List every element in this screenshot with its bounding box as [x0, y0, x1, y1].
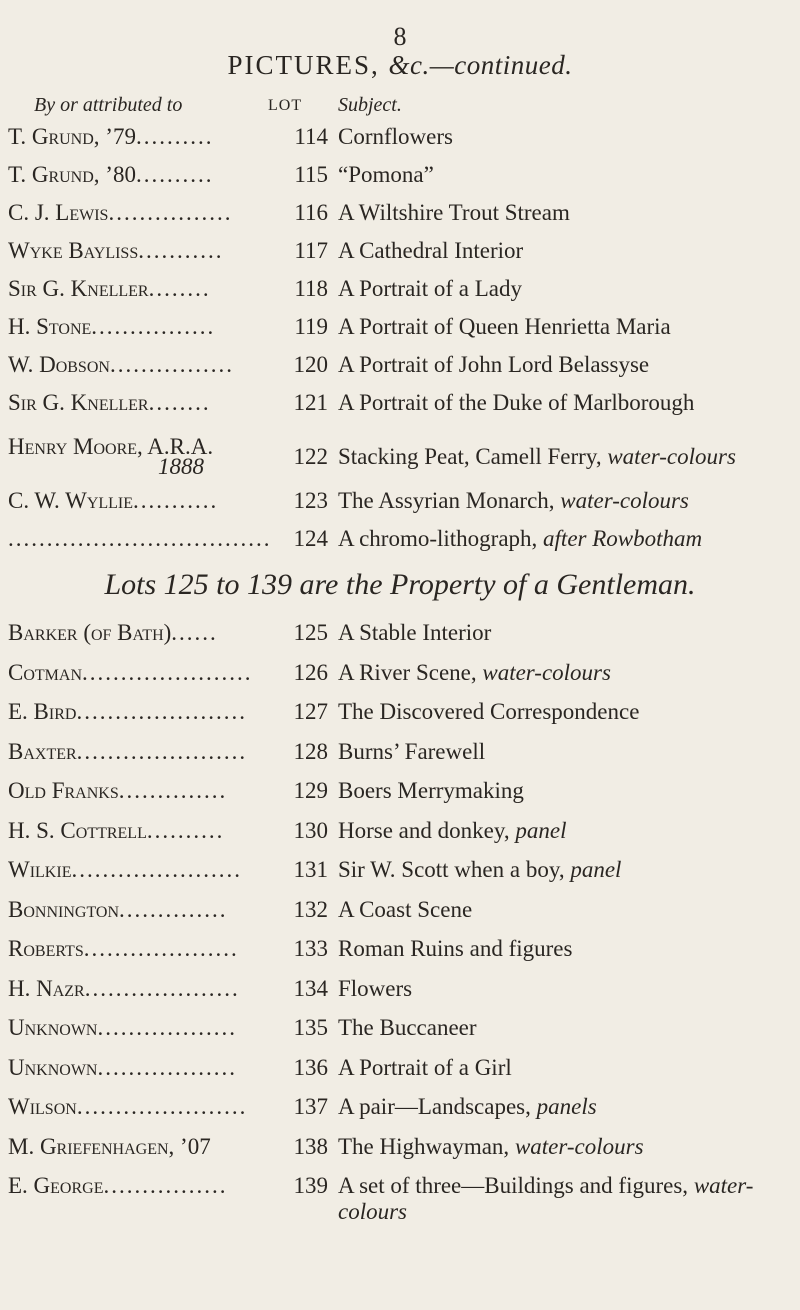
subject: The Buccaneer — [338, 1015, 477, 1040]
subject: A set of three—Buildings and figures, water-colours — [338, 1173, 754, 1224]
subject: The Assyrian Monarch, water-colours — [338, 488, 689, 513]
lot-number: 122 — [276, 444, 328, 470]
artist-name: Baxter — [8, 738, 77, 764]
section-title: Lots 125 to 139 are the Property of a Gentleman. — [104, 568, 696, 601]
artist-name: E. George — [8, 1173, 104, 1198]
lot-number: 130 — [276, 818, 328, 844]
list-item: H. Nazr.................... 134 Flowers — [0, 976, 800, 1016]
artist-name: Sir G. Kneller — [8, 390, 149, 415]
lot-number: 126 — [276, 660, 328, 686]
lot-number: 134 — [276, 976, 328, 1002]
subject: A Cathedral Interior — [338, 238, 524, 263]
subject: A pair—Landscapes, panels — [338, 1094, 597, 1119]
page-heading — [0, 50, 800, 81]
subject: A Portrait of the Duke of Marlborough — [338, 390, 695, 415]
subject: Cornflowers — [338, 124, 453, 149]
lot-number: 115 — [276, 162, 328, 188]
subject: A Portrait of a Lady — [338, 276, 522, 301]
artist-name: Unknown — [8, 1054, 98, 1080]
list-item: W. Dobson................ 120 A Portrait of John Lord Belassyse — [0, 352, 800, 390]
subject: A Portrait of Queen Henrietta Maria — [338, 314, 671, 339]
subject: A Portrait of a Girl — [338, 1054, 512, 1080]
artist-name: T. Grund, ’79 — [8, 124, 136, 149]
subject: A Coast Scene — [338, 896, 473, 922]
list-item: Roberts.................... 133 Roman Ruins and figures — [0, 936, 800, 976]
subject: A Stable Interior — [338, 620, 492, 645]
lot-number: 137 — [276, 1094, 328, 1120]
list-item — [0, 428, 800, 488]
list-item: Wilkie...................... 131 Sir W. Scott when a boy, panel — [0, 857, 800, 897]
artist-name: W. Dobson — [8, 352, 110, 377]
lot-number: 120 — [276, 352, 328, 378]
artist-name: H. S. Cottrell — [8, 817, 147, 843]
artist-name: Unknown — [8, 1015, 98, 1040]
artist-name: Henry Moore, A.R.A. — [8, 434, 214, 459]
list-item: Sir G. Kneller........ 118 A Portrait of a Lady — [0, 276, 800, 314]
column-lot: LOT — [268, 97, 303, 114]
entries-list-c — [0, 620, 800, 1233]
list-item: E. Bird...................... 127 The Discovered Correspondence — [0, 699, 800, 739]
lot-number: 125 — [276, 620, 328, 646]
lot-number: 129 — [276, 778, 328, 804]
list-item: .................................. 124 A chromo-lithograph, after Rowbotham — [0, 526, 800, 564]
list-item — [0, 1134, 800, 1174]
subject: “Pomona” — [338, 162, 434, 187]
lot-number: 132 — [276, 897, 328, 923]
artist-name: M. Griefenhagen, ’07 — [8, 1133, 211, 1159]
list-item: Old Franks.............. 129 Boers Merrymaking — [0, 778, 800, 818]
subject: A Portrait of John Lord Belassyse — [338, 352, 650, 377]
lot-number: 138 — [276, 1134, 328, 1160]
list-item: Bonnington.............. 132 A Coast Scene — [0, 897, 800, 937]
list-item: Unknown.................. 135 The Buccaneer — [0, 1015, 800, 1055]
page-number: 8 — [393, 22, 407, 51]
artist-year: 1888 — [158, 454, 204, 479]
artist-name: C. J. Lewis — [8, 200, 109, 225]
list-item: Baxter...................... 128 Burns’ Farewell — [0, 739, 800, 779]
artist-name: Wilson — [8, 1094, 77, 1119]
subject: A chromo-lithograph, after Rowbotham — [338, 526, 703, 551]
list-item: Barker (of Bath)...... 125 A Stable Interior — [0, 620, 800, 660]
artist-name: Cotman — [8, 659, 83, 685]
subject: Flowers — [338, 975, 413, 1001]
heading-suffix: &c.—continued. — [388, 50, 573, 80]
lot-number: 119 — [276, 314, 328, 340]
subject: Sir W. Scott when a boy, panel — [338, 857, 622, 882]
artist-name: T. Grund, ’80 — [8, 162, 136, 187]
lot-number: 121 — [276, 390, 328, 416]
list-item: Wilson...................... 137 A pair—Landscapes, panels — [0, 1094, 800, 1134]
subject: A River Scene, water-colours — [338, 659, 611, 685]
list-item: T. Grund, ’80.......... 115 “Pomona” — [0, 162, 800, 200]
heading-main: PICTURES, — [227, 50, 380, 80]
lot-number: 116 — [276, 200, 328, 226]
artist-name: H. Stone — [8, 314, 92, 339]
lot-number: 118 — [276, 276, 328, 302]
column-artist: By or attributed to — [34, 94, 183, 116]
lot-number: 135 — [276, 1015, 328, 1041]
lot-number: 117 — [276, 238, 328, 264]
list-item: C. W. Wyllie........... 123 The Assyrian Monarch, water-colours — [0, 488, 800, 526]
artist-name: Old Franks — [8, 778, 119, 803]
subject: The Highwayman, water-colours — [338, 1133, 644, 1159]
list-item: Unknown.................. 136 A Portrait of a Girl — [0, 1055, 800, 1095]
list-item: Cotman...................... 126 A River Scene, water-colours — [0, 660, 800, 700]
artist-name: Roberts — [8, 936, 84, 961]
subject: Horse and donkey, panel — [338, 817, 567, 843]
artist-name: Wilkie — [8, 857, 72, 882]
column-subject: Subject. — [338, 94, 402, 116]
list-item: C. J. Lewis................ 116 A Wiltshire Trout Stream — [0, 200, 800, 238]
list-item: H. S. Cottrell.......... 130 Horse and donkey, panel — [0, 818, 800, 858]
artist-name: Sir G. Kneller — [8, 276, 149, 301]
lot-number: 124 — [276, 526, 328, 552]
artist-name: H. Nazr — [8, 975, 85, 1001]
lot-number: 123 — [276, 488, 328, 514]
subject: Stacking Peat, Camell Ferry, water-colours — [338, 444, 736, 469]
list-item: H. Stone................ 119 A Portrait of Queen Henrietta Maria — [0, 314, 800, 352]
lot-number: 136 — [276, 1055, 328, 1081]
list-item: Wyke Bayliss........... 117 A Cathedral Interior — [0, 238, 800, 276]
lot-number: 139 — [276, 1173, 328, 1199]
artist-name: C. W. Wyllie — [8, 488, 134, 513]
lot-number: 127 — [276, 699, 328, 725]
subject: Roman Ruins and figures — [338, 936, 573, 961]
artist-name: Barker (of Bath) — [8, 620, 172, 645]
lot-number: 128 — [276, 739, 328, 765]
artist-name: Bonnington — [8, 896, 120, 922]
lot-number: 131 — [276, 857, 328, 883]
subject: Boers Merrymaking — [338, 778, 524, 803]
entries-list-a — [0, 124, 800, 564]
list-item: E. George................ 139 A set of three—Buildings and figures, water-colours — [0, 1173, 800, 1233]
lot-number: 114 — [276, 124, 328, 150]
lot-number: 133 — [276, 936, 328, 962]
list-item: T. Grund, ’79.......... 114 Cornflowers — [0, 124, 800, 162]
list-item: Sir G. Kneller........ 121 A Portrait of the Duke of Marlborough — [0, 390, 800, 428]
artist-name: Wyke Bayliss — [8, 238, 139, 263]
artist-name: E. Bird — [8, 699, 77, 724]
subject: A Wiltshire Trout Stream — [338, 200, 570, 225]
subject: Burns’ Farewell — [338, 738, 486, 764]
subject: The Discovered Correspondence — [338, 699, 640, 724]
